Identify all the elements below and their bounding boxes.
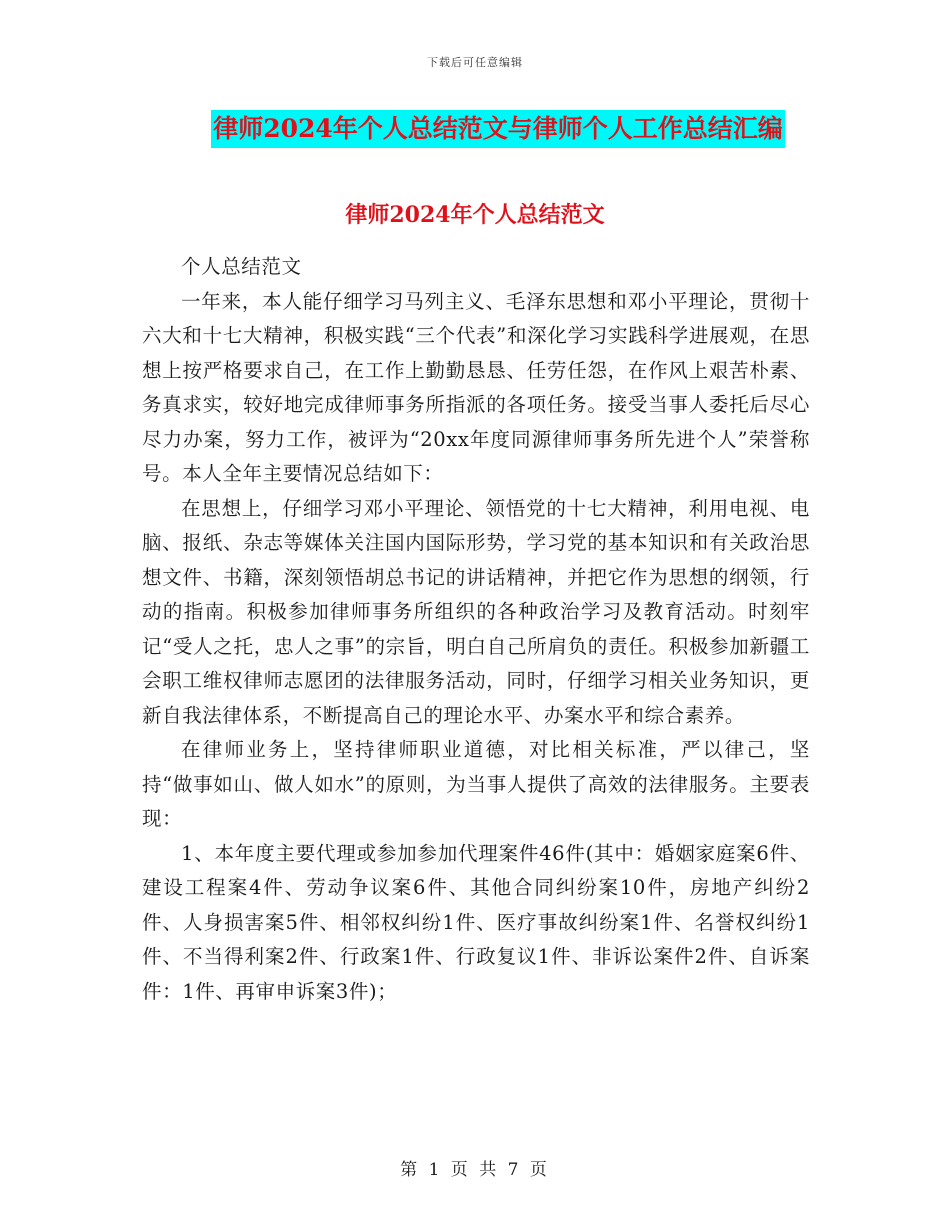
body-text — [142, 222, 810, 1009]
paragraph: 在律师业务上，坚持律师职业道德，对比相关标准，严以律己，坚持“做事如山、做人如水”的原则，为当事人提供了高效的法律服务。主要表现： — [142, 738, 810, 830]
header-note: 下载后可任意编辑 — [427, 56, 523, 69]
paragraph: 1、本年度主要代理或参加参加代理案件46件(其中：婚姻家庭案6件、建设工程案4件、劳动争议案6件、其他合同纠纷案10件，房地产纠纷2件、人身损害案5件、相邻权纠纷1件、医疗事故纠纷案1件、名誉权纠纷1件、不当得利案2件、行政案1件、行政复议1件、非诉讼案件2件、自诉案件：1件、再审申诉案3件)； — [142, 841, 810, 1003]
page-footer: 第 1 页 共 7 页 — [400, 1160, 550, 1180]
paragraph: 在思想上，仔细学习邓小平理论、领悟党的十七大精神，利用电视、电脑、报纸、杂志等媒体关注国内国际形势，学习党的基本知识和有关政治思想文件、书籍，深刻领悟胡总书记的讲话精神，并把它作为思想的纲领，行动的指南。积极参加律师事务所组织的各种政治学习及教育活动。时刻牢记“受人之托，忠人之事”的宗旨，明白自己所肩负的责任。积极参加新疆工会职工维权律师志愿团的法律服务活动，同时，仔细学习相关业务知识，更新自我法律体系，不断提高自己的理论水平、办案水平和综合素养。 — [142, 496, 810, 727]
sub-title: 律师2024年个人总结范文 — [345, 202, 605, 228]
main-title-container — [0, 110, 950, 148]
paragraph-heading: 个人总结范文 — [181, 255, 302, 278]
main-title: 律师2024年个人总结范文与律师个人工作总结汇编 — [211, 110, 785, 148]
paragraph: 一年来，本人能仔细学习马列主义、毛泽东思想和邓小平理论，贯彻十六大和十七大精神，积极实践“三个代表”和深化学习实践科学进展观，在思想上按严格要求自己，在工作上勤勤恳恳、任劳任怨，在作风上艰苦朴素、务真求实，较好地完成律师事务所指派的各项任务。接受当事人委托后尽心尽力办案，努力工作，被评为“20xx年度同源律师事务所先进个人”荣誉称号。本人全年主要情况总结如下： — [142, 289, 810, 485]
